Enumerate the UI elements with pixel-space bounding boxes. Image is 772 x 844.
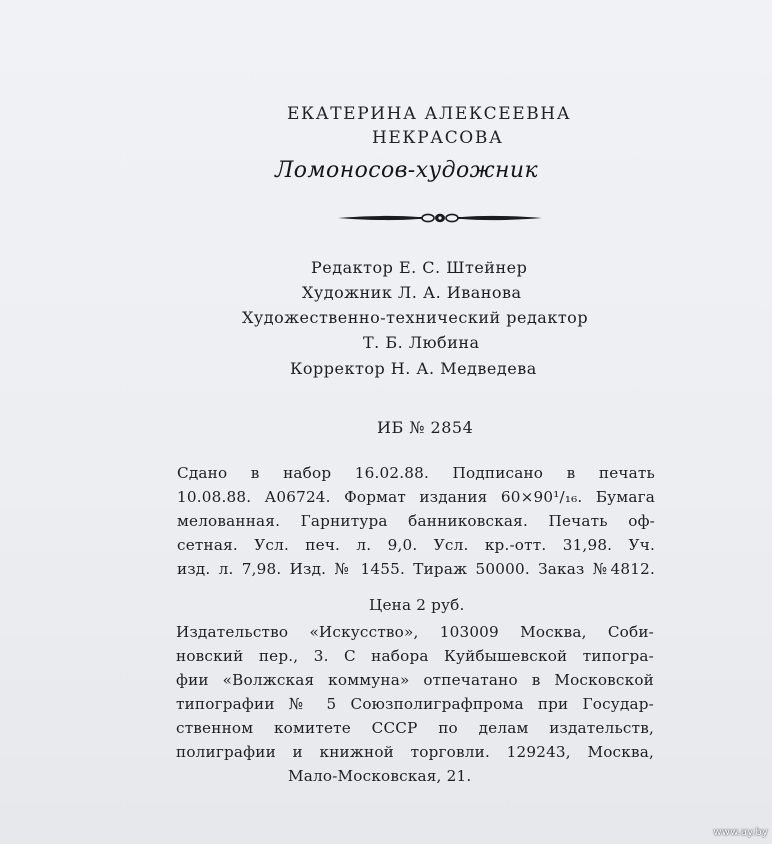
price: Цена 2 руб. [369,596,465,614]
author-name-line-2: НЕКРАСОВА [372,128,504,148]
credit-editor: Редактор Е. С. Штейнер [311,258,528,277]
credit-technical-editor-name: Т. Б. Любина [363,333,480,352]
print-details-line-3: мелованная. Гарнитура банниковская. Печать оф- [177,512,655,530]
publisher-info-line-3: фии «Волжская коммуна» отпечатано в Московской [176,671,654,689]
credit-proofreader: Корректор Н. А. Медведева [290,359,537,378]
print-details-line-4: сетная. Усл. печ. л. 9,0. Усл. кр.-отт. 31,98. Уч. [177,536,655,554]
ib-number: ИБ № 2854 [377,418,474,437]
decorative-flourish-icon [338,209,542,227]
publisher-info-line-5: ственном комитете СССР по делам издательств, [176,719,654,737]
print-details-line-5: изд. л. 7,98. Изд. № 1455. Тираж 50000. Заказ №4812. [177,560,655,578]
credit-artist: Художник Л. А. Иванова [302,283,522,302]
book-title: Ломоносов-художник [275,158,538,183]
publisher-info-line-4: типографии № 5 Союзполиграфпрома при Государ- [176,695,654,713]
credit-technical-editor-role: Художественно-технический редактор [242,308,589,327]
publisher-info-line-6: полиграфии и книжной торговли. 129243, Москва, [176,743,654,761]
print-details-line-1: Сдано в набор 16.02.88. Подписано в печать [177,464,655,482]
publisher-info-line-2: новский пер., 3. С набора Куйбышевской типогра- [176,647,654,665]
publisher-info-line-7: Мало-Московская, 21. [288,767,472,785]
publisher-info-line-1: Издательство «Искусство», 103009 Москва, Соби- [176,623,654,641]
watermark: www.ay.by [713,827,768,838]
author-name-line-1: ЕКАТЕРИНА АЛЕКСЕЕВНА [287,104,572,124]
print-details-line-2: 10.08.88. А06724. Формат издания 60×90¹/₁₆. Бумага [177,488,655,506]
